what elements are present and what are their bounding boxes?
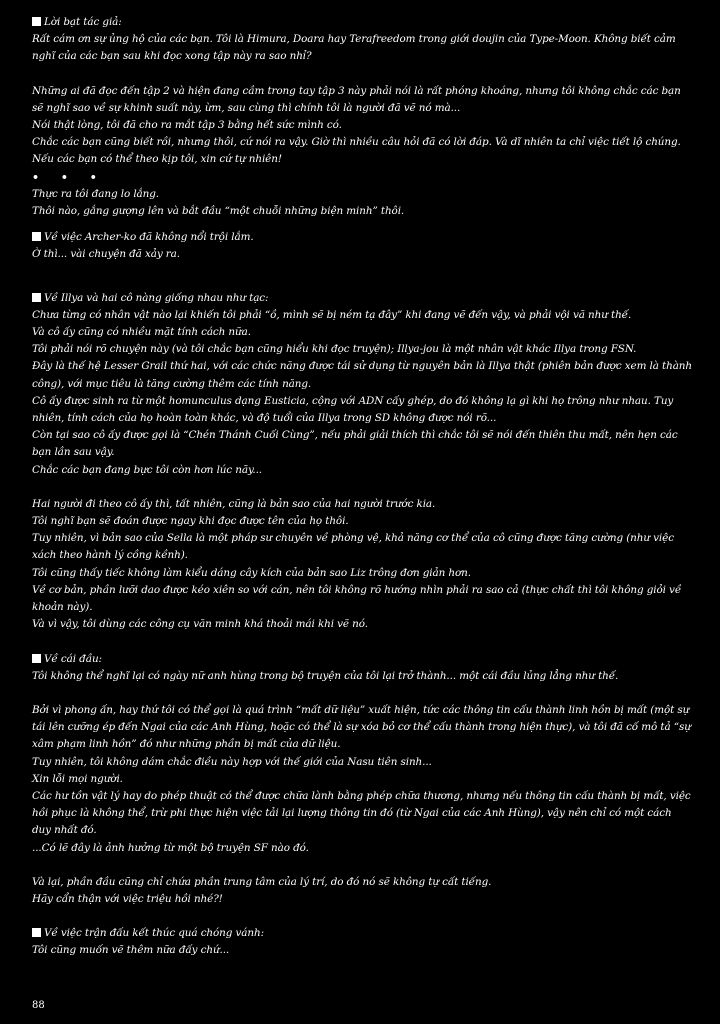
- paragraph-gap: [32, 220, 692, 229]
- paragraph: Và cô ấy cũng có nhiều mặt tính cách nữa.: [32, 326, 251, 339]
- paragraph: Cô ấy được sinh ra từ một homunculus dạng Eusticia, cộng với ADN cấy ghép, do đó không lạ gì khi họ trông như nhau. Tuy nhiên, tính cách của họ hoàn toàn khác, và độ tuổi của Illya trong SD không được nói rõ...: [32, 394, 674, 425]
- paragraph-gap: [32, 66, 692, 83]
- paragraph: Còn tại sao cô ấy được gọi là “Chén Thánh Cuối Cùng”, nếu phải giải thích thì chắc tôi sẽ nói đến thiên thu mất, nên hẹn các bạn lần sau vậy.: [32, 429, 678, 459]
- paragraph-gap: [32, 857, 692, 874]
- section-divider: • • •: [32, 170, 106, 184]
- square-bullet-icon: [32, 17, 41, 26]
- paragraph: Chắc các bạn đang bực tôi còn hơn lúc nãy...: [32, 463, 262, 476]
- paragraph: Nếu các bạn có thể theo kịp tôi, xin cứ tự nhiên!: [32, 153, 282, 166]
- paragraph: Và lại, phần đầu cũng chỉ chứa phần trung tâm của lý trí, do đó nó sẽ không tự cất tiếng.: [32, 875, 492, 888]
- section-heading-text: Về việc Archer-ko đã không nổi trội lắm.: [44, 231, 254, 244]
- paragraph-gap: [32, 634, 692, 651]
- section-heading: [32, 229, 692, 246]
- paragraph: Chưa từng có nhân vật nào lại khiến tôi phải “ồ, mình sẽ bị ném tạ đây” khi đang vẽ đến vậy, và phải vội vã như thế.: [32, 308, 632, 321]
- square-bullet-icon: [32, 293, 41, 302]
- paragraph: ...Có lẽ đây là ảnh hưởng từ một bộ truyện SF nào đó.: [32, 841, 309, 854]
- paragraph: Tuy nhiên, tôi không dám chắc điều này hợp với thế giới của Nasu tiên sinh...: [32, 755, 432, 768]
- paragraph: Rất cám ơn sự ủng hộ của các bạn. Tôi là Himura, Doara hay Terafreedom trong giới doujin của Type-Moon. Không biết cảm nghĩ của các bạn sau khi đọc xong tập này ra sao nhỉ?: [32, 33, 676, 63]
- paragraph-gap: [32, 281, 692, 290]
- paragraph: Hãy cẩn thận với việc triệu hồi nhé?!: [32, 892, 223, 905]
- paragraph-gap: [32, 908, 692, 925]
- square-bullet-icon: [32, 654, 41, 663]
- paragraph-gap: [32, 685, 692, 702]
- square-bullet-icon: [32, 232, 41, 241]
- paragraph: Chắc các bạn cũng biết rồi, nhưng thôi, cứ nói ra vậy. Giờ thì nhiều câu hỏi đã có lời đáp. Và dĩ nhiên ta chỉ việc tiết lộ chúng.: [32, 136, 681, 149]
- paragraph: Hai người đi theo cô ấy thì, tất nhiên, cũng là bản sao của hai người trước kia.: [32, 497, 436, 510]
- section-heading: [32, 290, 692, 307]
- paragraph-gap: [32, 264, 692, 281]
- afterword-text: [32, 14, 692, 960]
- paragraph: Thực ra tôi đang lo lắng.: [32, 187, 159, 200]
- paragraph: Đây là thế hệ Lesser Grail thứ hai, với các chức năng được tái sử dụng từ nguyên bản là Illya thật (phiên bản được xem là thành công), với mục tiêu là tăng cường thêm các tính năng.: [32, 360, 692, 390]
- paragraph: Bởi vì phong ấn, hay thứ tôi có thể gọi là quá trình “mất dữ liệu” xuất hiện, tức các thông tin cấu thành linh hồn bị mất (một sự tái lên cưỡng ép đến Ngai của các Anh Hùng, hoặc có thể là sự xóa bỏ cơ thể cấu thành trong hiện thực), và tôi đã cố mô tả “sự xâm phạm linh hồn” đó như những phần bị mất của dữ liệu.: [32, 703, 691, 751]
- paragraph: Tôi cũng muốn vẽ thêm nữa đấy chứ...: [32, 944, 230, 957]
- paragraph: Xin lỗi mọi người.: [32, 772, 123, 785]
- paragraph: Tôi cũng thấy tiếc không làm kiểu dáng cây kích của bản sao Liz trông đơn giản hơn.: [32, 566, 471, 579]
- paragraph: Và vì vậy, tôi dùng các công cụ văn minh khá thoải mái khi vẽ nó.: [32, 618, 368, 631]
- section-heading-text: Lời bạt tác giả:: [44, 16, 122, 28]
- section-heading: [32, 651, 692, 668]
- square-bullet-icon: [32, 928, 41, 937]
- paragraph: Thôi nào, gắng gượng lên và bắt đầu “một chuỗi những biện minh” thôi.: [32, 205, 405, 218]
- paragraph: Về cơ bản, phần lưỡi dao được kéo xiên so với cán, nên tôi không rõ hướng nhìn phải ra sao cả (thực chất thì tôi không giỏi về khoản này).: [32, 583, 682, 614]
- section-heading: [32, 14, 692, 31]
- section-heading-text: Về cái đầu:: [44, 652, 102, 665]
- section-heading-text: Về Illya và hai cô nàng giống nhau như tạc:: [44, 291, 269, 304]
- paragraph: Tôi không thể nghĩ lại có ngày nữ anh hùng trong bộ truyện của tôi lại trở thành... một cái đầu lủng lẳng như thế.: [32, 669, 619, 682]
- paragraph: Tôi nghĩ bạn sẽ đoán được ngay khi đọc được tên của họ thôi.: [32, 515, 349, 528]
- paragraph: Ờ thì... vài chuyện đã xảy ra.: [32, 248, 180, 261]
- paragraph-gap: [32, 479, 692, 496]
- paragraph: Nói thật lòng, tôi đã cho ra mắt tập 3 bằng hết sức mình có.: [32, 119, 342, 132]
- page-number: 88: [32, 1000, 45, 1011]
- section-heading: [32, 925, 692, 942]
- paragraph: Những ai đã đọc đến tập 2 và hiện đang cầm trong tay tập 3 này phải nói là rất phóng khoáng, nhưng tôi không chắc các bạn sẽ nghĩ sao về sự khinh suất này, ừm, sau cùng thì chính tôi là người đã vẽ nó mà...: [32, 84, 681, 114]
- section-heading-text: Về việc trận đấu kết thúc quá chóng vánh:: [44, 927, 264, 940]
- paragraph: Tôi phải nói rõ chuyện này (và tôi chắc bạn cũng hiểu khi đọc truyện); Illya-jou là một nhân vật khác Illya trong FSN.: [32, 343, 637, 356]
- paragraph: Tuy nhiên, vì bản sao của Sella là một pháp sư chuyên về phòng vệ, khả năng cơ thể của cô cũng được tăng cường (như việc xách theo hành lý cồng kềnh).: [32, 532, 674, 562]
- paragraph: Các hư tồn vật lý hay do phép thuật có thể được chữa lành bằng phép chữa thương, nhưng nếu thông tin cấu thành bị mất, việc hồi phục là không thể, trừ phi thực hiện việc tải lại lượng thông tin đó (từ Ngai của các Anh Hùng), vậy nên chỉ có một cách duy nhất đó.: [32, 789, 691, 837]
